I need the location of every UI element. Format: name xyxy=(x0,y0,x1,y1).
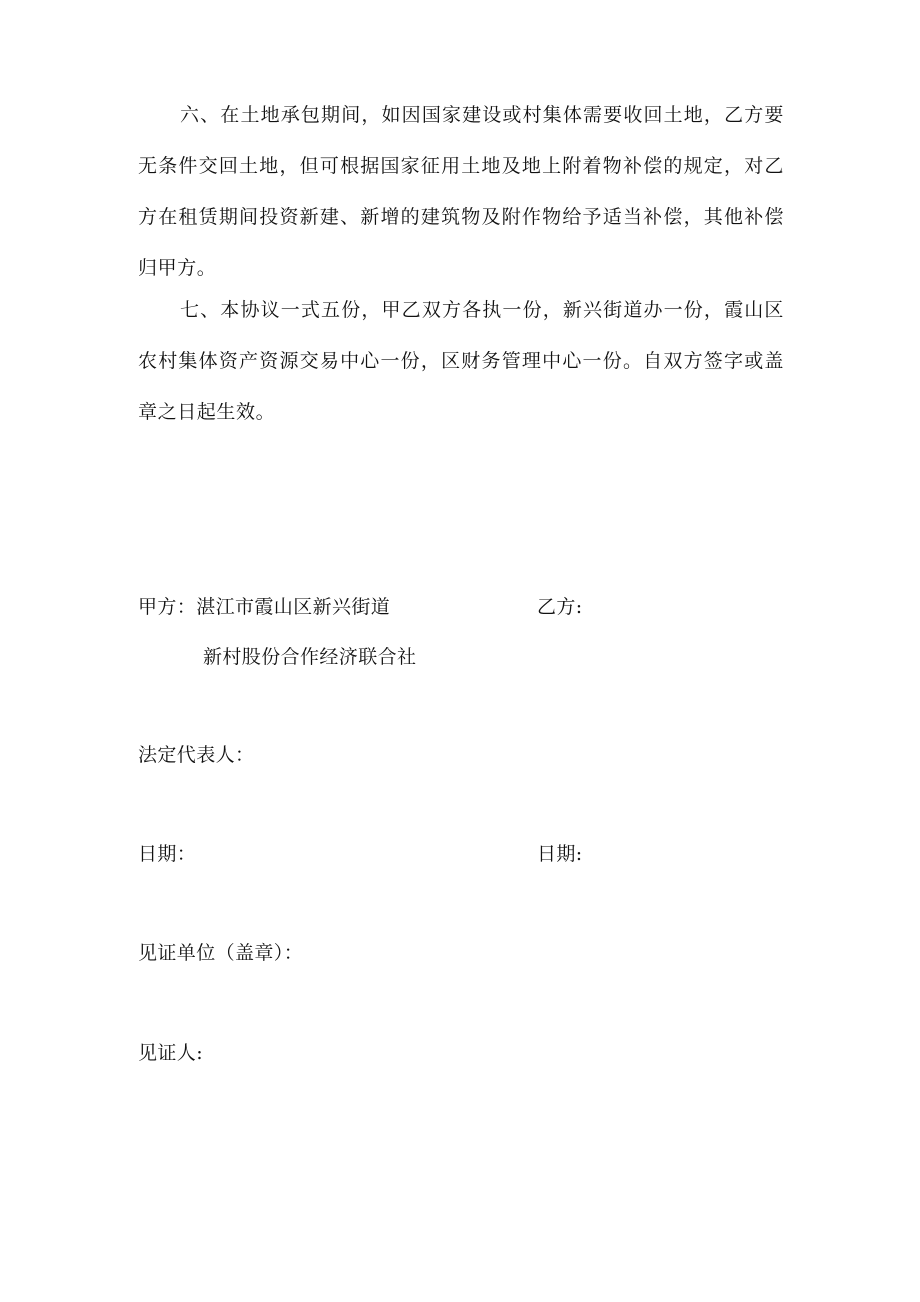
party-b-label: 乙方: xyxy=(537,596,583,618)
party-a-label: 甲方：湛江市霞山区新兴街道 xyxy=(138,596,391,618)
party-a-date-label: 日期： xyxy=(138,843,197,865)
legal-representative-label: 法定代表人： xyxy=(138,744,255,766)
party-b-date-label: 日期: xyxy=(537,843,583,865)
clause-six-paragraph: 六、在土地承包期间，如因国家建设或村集体需要收回土地，乙方要无条件交回土地，但可根据国家征用土地及地上附着物补偿的规定，对乙方在租赁期间投资新建、新增的建筑物及附作物给予适当补偿，其他补偿归甲方。 xyxy=(138,104,784,279)
clause-seven-paragraph: 七、本协议一式五份，甲乙双方各执一份，新兴街道办一份，霞山区农村集体资产资源交易中心一份，区财务管理中心一份。自双方签字或盖章之日起生效。 xyxy=(138,299,784,423)
witness-unit-label: 见证单位（盖章）： xyxy=(138,942,304,964)
party-a-name-continuation: 新村股份合作经济联合社 xyxy=(203,646,417,668)
witness-person-label: 见证人: xyxy=(138,1042,204,1064)
